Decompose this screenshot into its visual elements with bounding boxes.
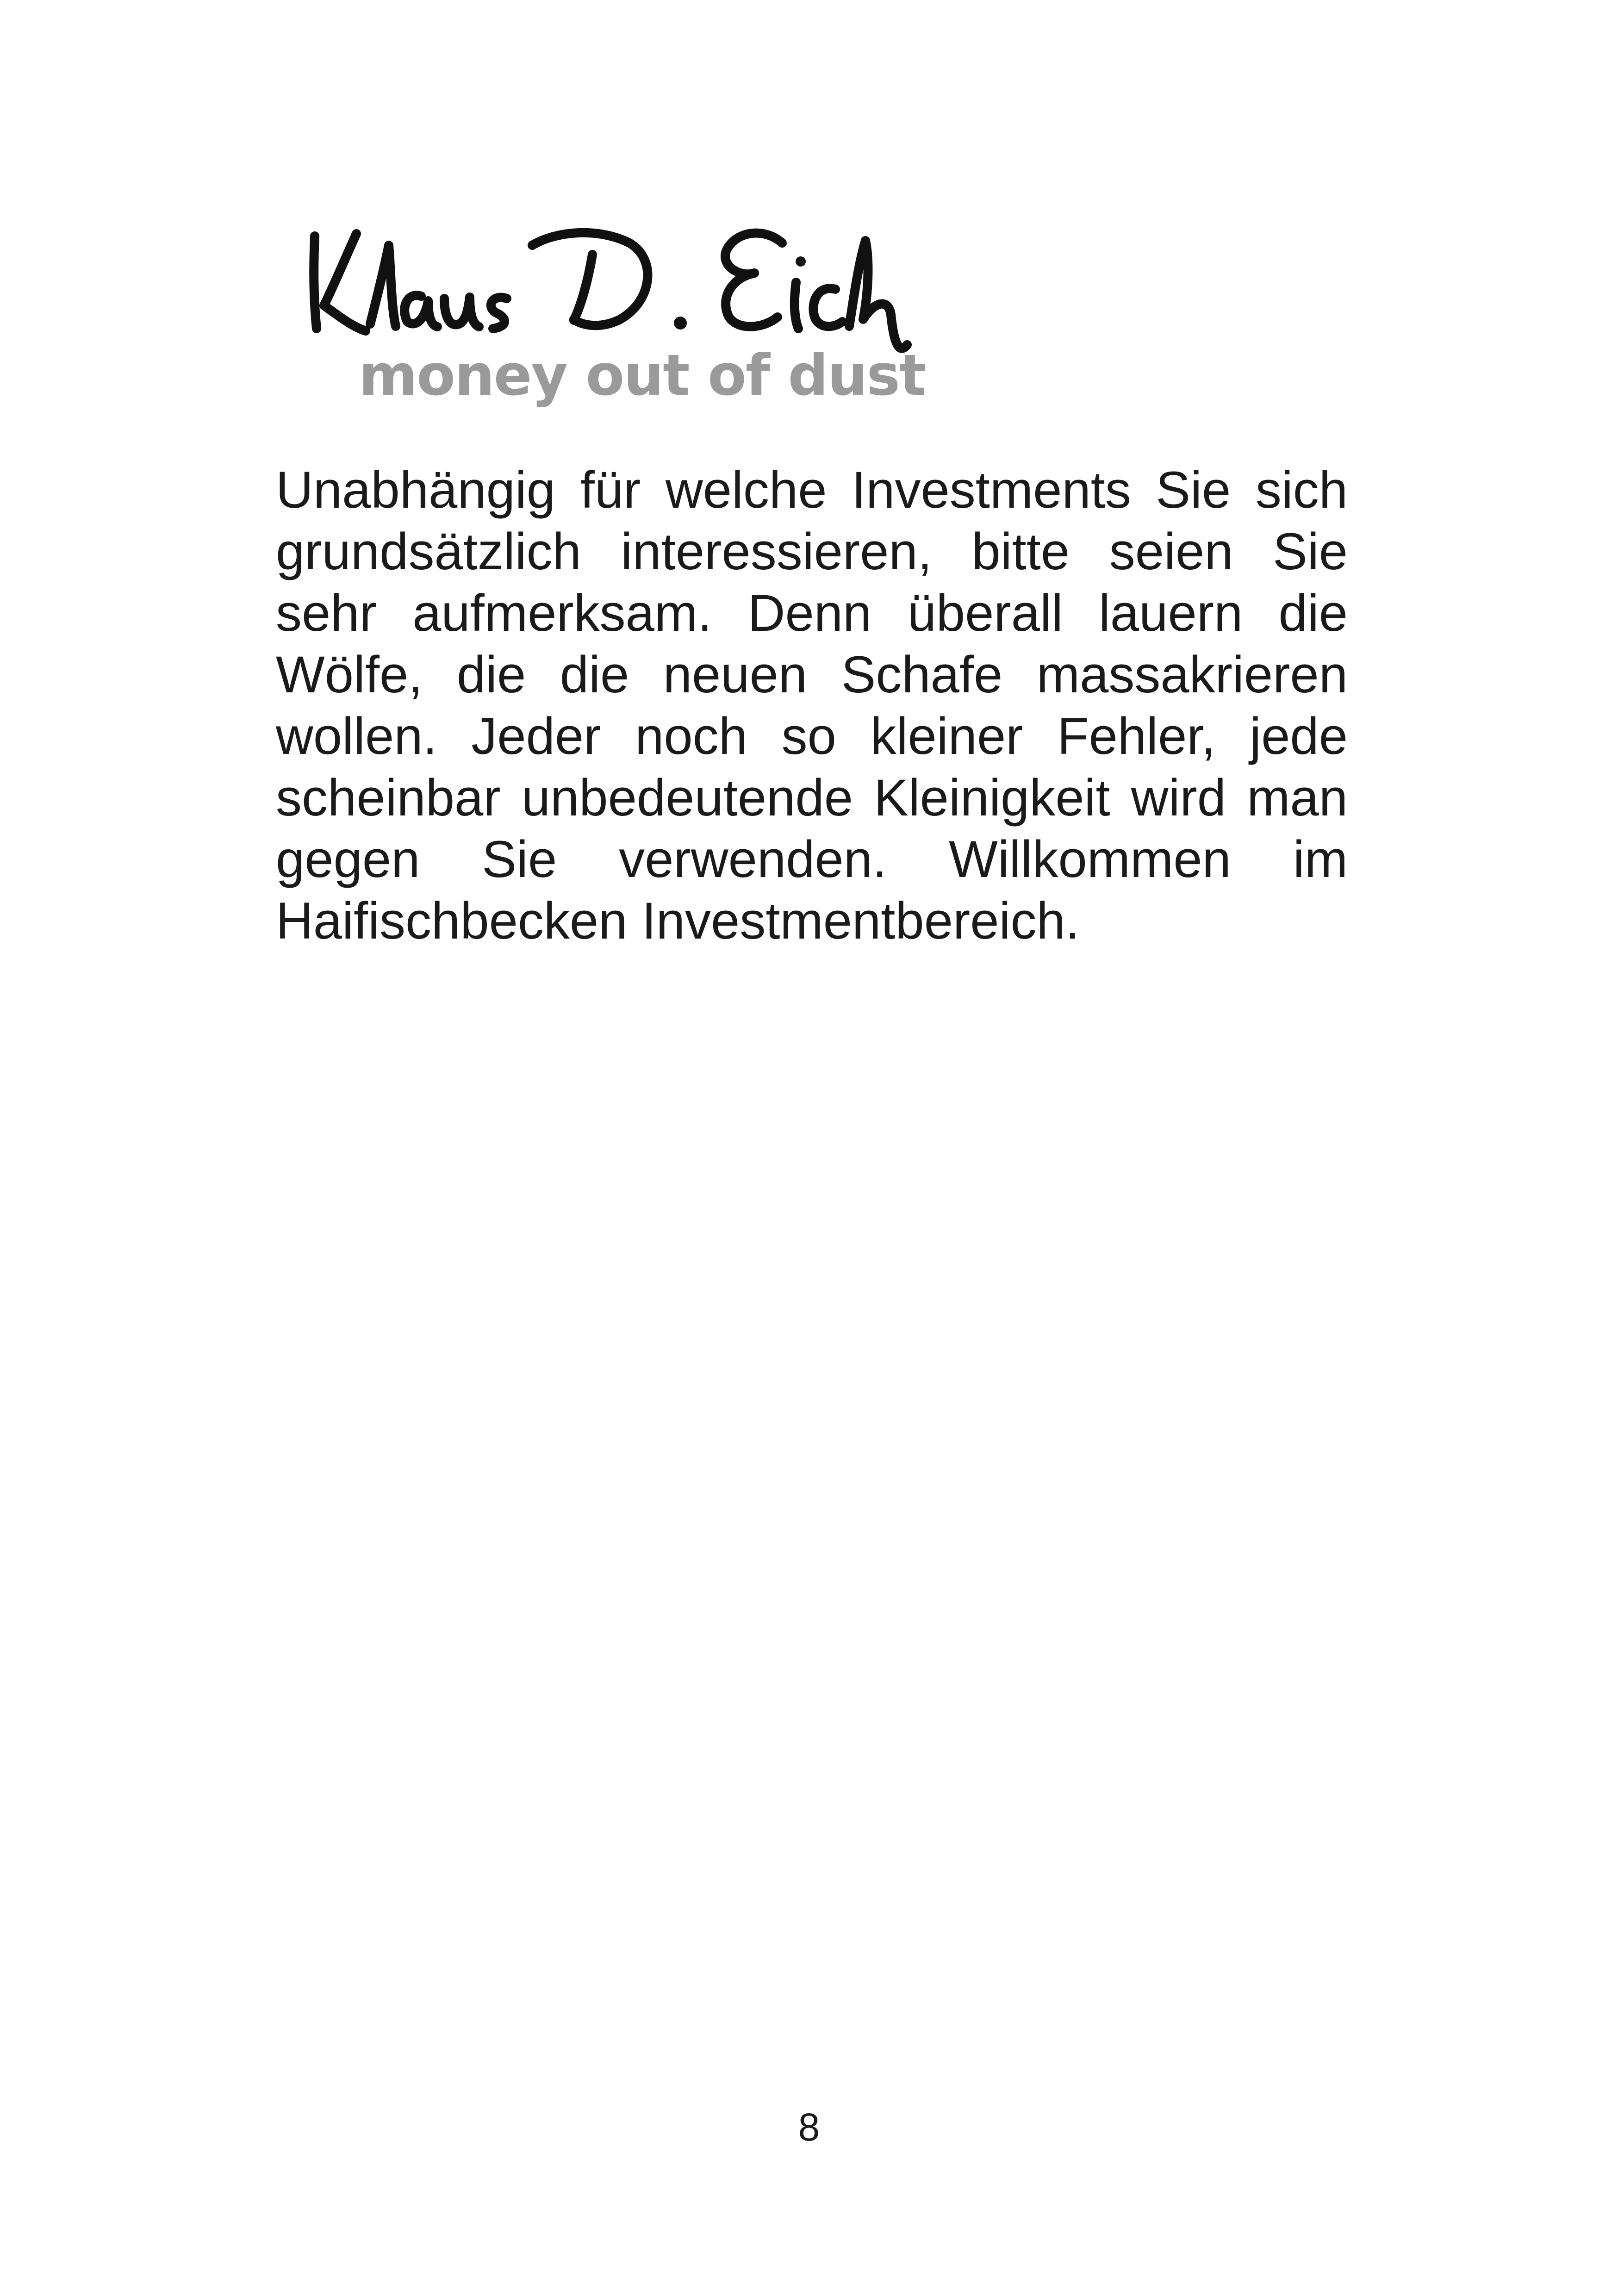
body-paragraph: Unabhängig für welche Investments Sie sich grundsätzlich interessieren, bitte seien Sie sehr aufmerksam. Denn überall lauern die Wölfe, die die neuen Schafe massakrieren wollen. Jeder noch so kleiner Fehler, jede scheinbar unbedeutende Kleinigkeit wird man gegen Sie verwenden. Willkommen im Haifischbecken Investmentbereich. <box>276 461 1348 950</box>
author-logo <box>296 218 944 421</box>
page-number: 8 <box>798 2105 820 2149</box>
logo-tagline: money out of dust <box>359 342 926 408</box>
